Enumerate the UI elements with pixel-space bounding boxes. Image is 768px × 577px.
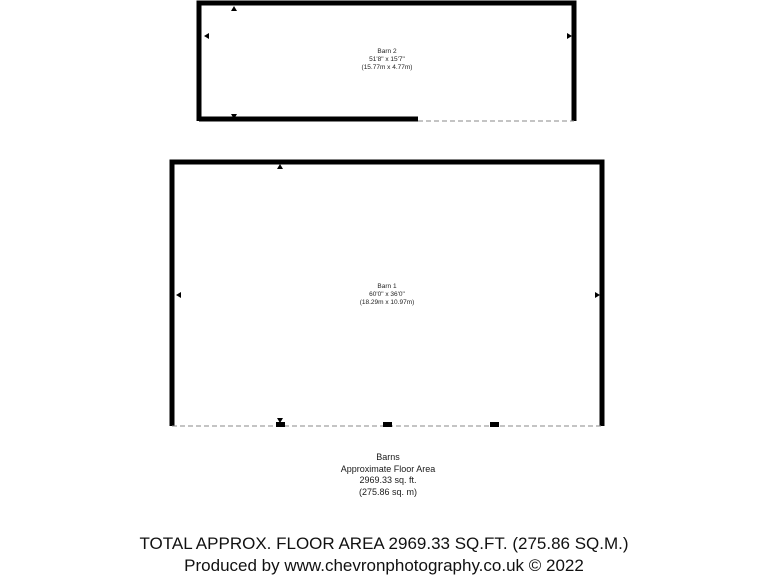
- dimension-arrow: [567, 33, 572, 39]
- post: [276, 422, 285, 427]
- barn-2-label: [327, 48, 447, 72]
- room-dimensions-imperial: 51'8" x 15'7": [369, 56, 405, 63]
- dimension-arrow: [204, 33, 209, 39]
- area-sqm: (275.86 sq. m): [358, 486, 418, 497]
- barn-1-label: [327, 283, 447, 307]
- dimension-arrow: [595, 292, 600, 298]
- area-label: Approximate Floor Area: [340, 463, 436, 474]
- post: [490, 422, 499, 427]
- area-sqft: 2969.33 sq. ft.: [359, 475, 417, 485]
- post: [383, 422, 392, 427]
- total-floor-area: TOTAL APPROX. FLOOR AREA 2969.33 SQ.FT. (275.86 SQ.M.): [139, 534, 629, 553]
- room-dimensions-imperial: 60'0" x 36'0": [369, 291, 405, 298]
- dimension-arrow: [231, 6, 237, 11]
- dimension-arrow: [176, 292, 181, 298]
- floor-name: Barns: [376, 452, 400, 462]
- dimension-arrow: [277, 164, 283, 169]
- room-name: Barn 1: [377, 283, 397, 290]
- footer: [0, 533, 768, 577]
- room-dimensions-metric: (18.29m x 10.97m): [359, 299, 415, 306]
- credit-line: Produced by www.chevronphotography.co.uk © 2022: [184, 556, 584, 575]
- room-dimensions-metric: (15.77m x 4.77m): [361, 64, 413, 71]
- room-name: Barn 2: [377, 48, 397, 55]
- floor-area-summary: [288, 452, 488, 498]
